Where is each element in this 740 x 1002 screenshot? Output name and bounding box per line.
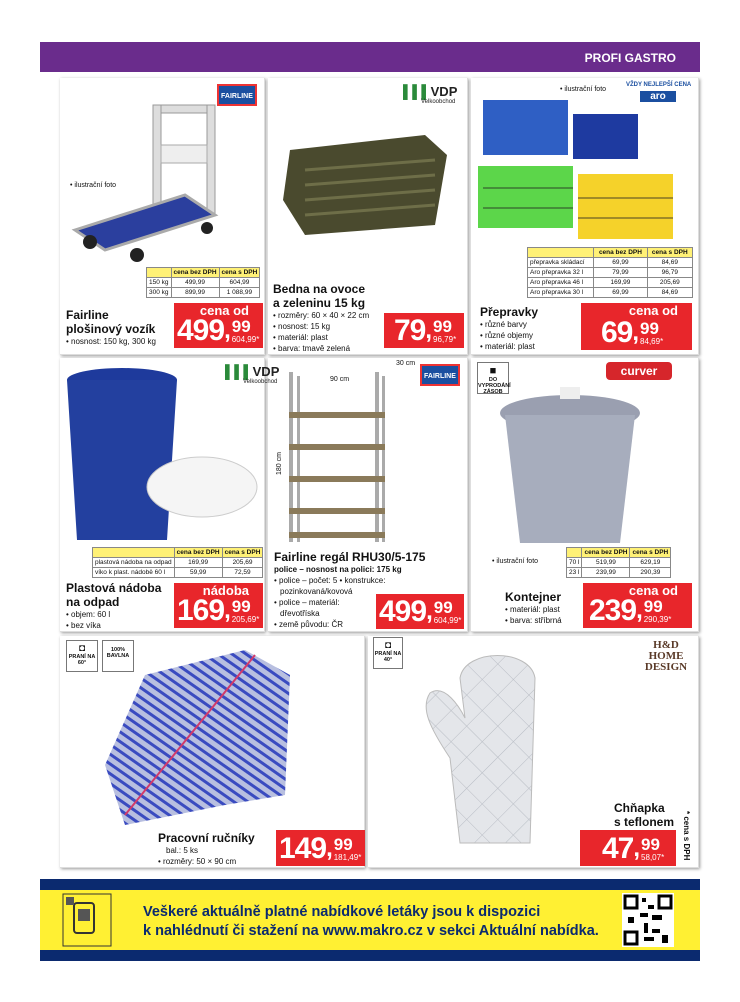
- product-name: Plastová nádoba na odpad • objem: 60 l • bez víka: [66, 581, 162, 630]
- wash-60-badge: ◘ PRANÍ NA 60°: [66, 640, 98, 672]
- section-header: PROFI GASTRO: [40, 42, 700, 72]
- illustration-note: • ilustrační foto: [492, 558, 539, 565]
- price-tag: nádoba 169 , 99 205,69*: [174, 583, 263, 628]
- price-tag: cena od 69 , 99 84,69*: [581, 303, 692, 350]
- price-tag: cena od 239 , 99 290,39*: [583, 583, 692, 628]
- boxes-image: [478, 98, 693, 244]
- footer-banner: [40, 890, 700, 950]
- clearance-badge: ■ DO VYPRODÁNÍ ZÁSOB: [477, 362, 509, 394]
- width-dimension: 90 cm: [330, 376, 350, 383]
- phone-qr-icon: [62, 893, 112, 947]
- price-tag: 149 , 99 181,49*: [276, 830, 365, 866]
- crate-image: [275, 130, 450, 240]
- product-name: Bedna na ovoce a zeleninu 15 kg • rozměry: 60 × 40 × 22 cm • nosnost: 15 kg • materiál: plast • barva: tmavě zelená: [273, 282, 370, 353]
- qr-code[interactable]: [622, 893, 674, 947]
- wash-40-badge: ◘ PRANÍ NA 40°: [373, 637, 403, 669]
- oven-mitt-image: [420, 648, 560, 858]
- footer-band-bottom: [40, 950, 700, 961]
- home-design-logo: H&D HOME DESIGN: [644, 639, 688, 673]
- container-image: [495, 385, 645, 545]
- price-table: cena bez DPH cena s DPH přepravka skládací 69,99 84,69 Aro přepravka 32 l 79,99 96,79 Aro přepravka 46 l 169,99 205,69 Aro přepravka 30 l 69,99 84,69: [527, 247, 693, 298]
- illustration-note: • ilustrační foto: [70, 182, 117, 189]
- footer-text: Veškeré aktuálně platné nabídkové letáky jsou k dispozici k nahlédnutí či stažení na www.makro.cz v sekci Aktuální nabídka.: [143, 904, 599, 939]
- fairline-logo: FAIRLINE: [217, 84, 257, 106]
- towels-image: [105, 645, 290, 825]
- best-price-badge: VŽDY NEJLEPŠÍ CENA aro: [626, 82, 692, 102]
- price-table: cena bez DPH cena s DPH 70 l 519,99 629,19 23 l 239,99 290,39: [566, 547, 671, 578]
- price-tag: 499 , 99 604,99*: [376, 594, 464, 629]
- depth-dimension: 30 cm: [396, 360, 416, 367]
- product-name: Fairline regál RHU30/5-175 police – nosnost na polici: 175 kg • police – počet: 5 • konstrukce: pozinkovaná/kovová • police – materiál: dřevotříska • země původu: ČR: [274, 550, 426, 629]
- height-dimension: 180 cm: [275, 452, 283, 475]
- vdp-logo: ▌▌▌VDP Velkoobchod: [403, 84, 458, 105]
- price-tag: 47 , 99 58,07*: [580, 830, 676, 866]
- product-name: Přepravky • různé barvy • různé objemy • materiál: plast: [480, 305, 539, 351]
- price-tag: 79 , 99 96,79*: [384, 313, 464, 348]
- shelf-image: [275, 362, 425, 542]
- illustration-note: • ilustrační foto: [560, 86, 607, 93]
- product-name: Pracovní ručníky bal.: 5 ks • rozměry: 50 × 90 cm: [158, 831, 255, 866]
- price-tag: cena od 499 , 99 604,99*: [174, 303, 263, 348]
- cotton-badge: 100% BAVLNA: [102, 640, 134, 672]
- curver-logo: curver: [606, 362, 672, 380]
- price-table: cena bez DPH cena s DPH 150 kg 499,99 604,99 300 kg 899,99 1 088,99: [146, 267, 260, 298]
- product-name: Fairline plošinový vozík • nosnost: 150 kg, 300 kg: [66, 308, 156, 346]
- vdp-logo: ▌▌▌VDP Velkoobchod: [225, 364, 280, 385]
- price-table: cena bez DPH cena s DPH plastová nádoba na odpad 169,99 205,69 víko k plast. nádobě 60 l 59,99 72,59: [92, 547, 263, 578]
- bin-image: [62, 365, 262, 545]
- footer-band-top: [40, 879, 700, 890]
- fairline-logo: FAIRLINE: [420, 364, 460, 386]
- product-name: Chňapka s teflonem: [614, 801, 675, 829]
- product-name: Kontejner • materiál: plast • barva: stříbrná: [505, 590, 562, 625]
- vat-note: * cena s DPH: [682, 811, 691, 861]
